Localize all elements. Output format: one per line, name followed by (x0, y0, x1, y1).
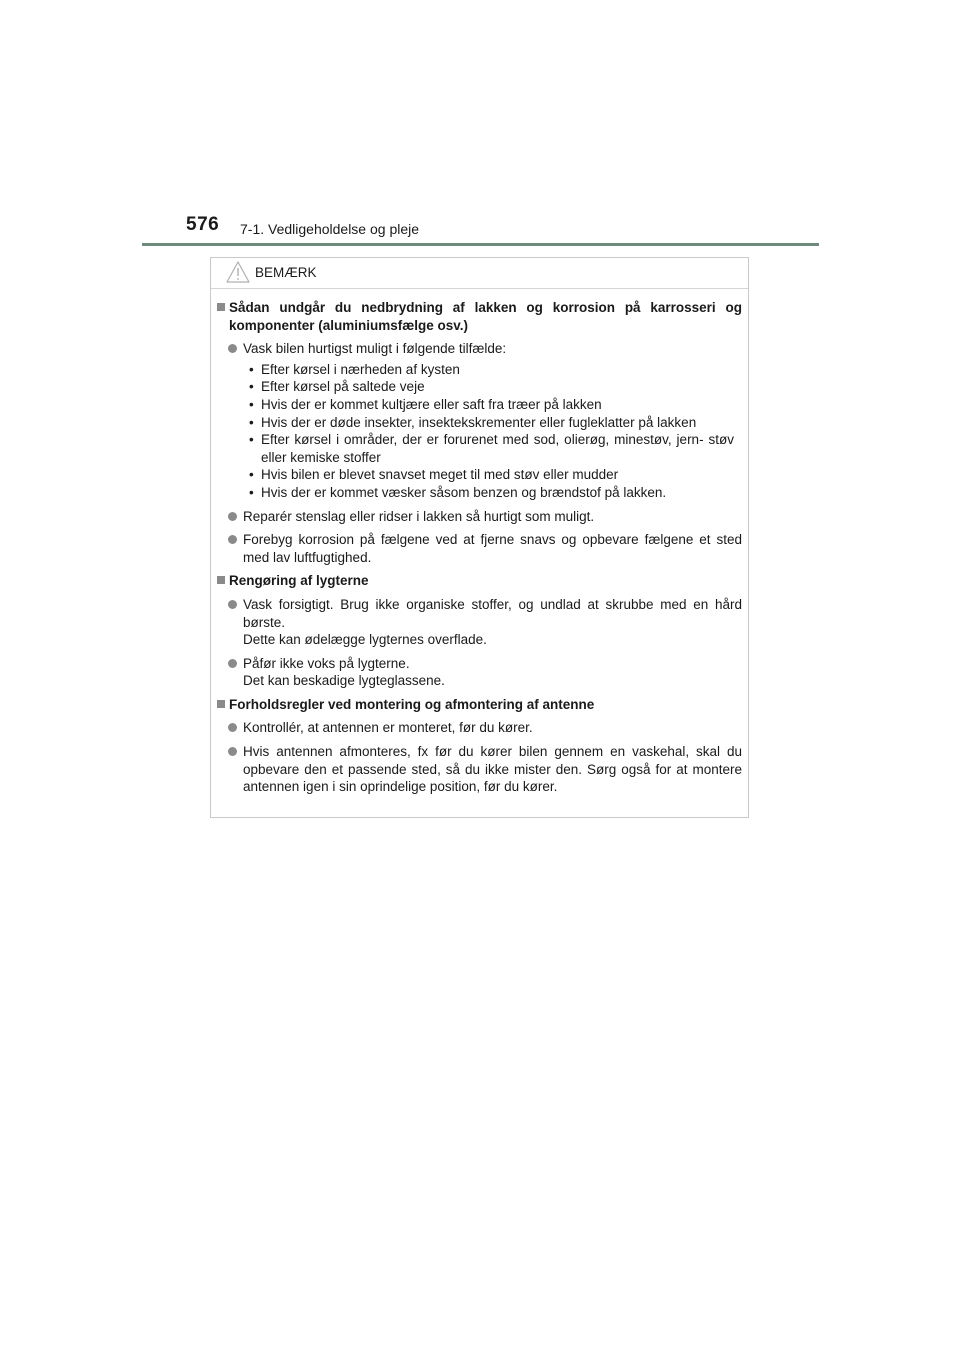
paragraph-line: Påfør ikke voks på lygterne. (243, 655, 410, 671)
sub-list-item: • Efter kørsel i nærheden af kysten (249, 361, 460, 377)
sub-bullet-icon: • (249, 467, 254, 483)
notice-body (211, 289, 748, 796)
paragraph-line: Forebyg korrosion på fælgene ved at fjerne snavs og opbevare fælgene et sted med lav luftfugtighed. (243, 532, 742, 565)
header-rule (142, 243, 819, 246)
sub-list-item: • Efter kørsel i områder, der er forurenet med sod, olierøg, minestøv, jern- støv eller kemiske stoffer (249, 432, 734, 465)
section-title: 7-1. Vedligeholdelse og pleje (240, 221, 420, 237)
section-heading: Forholdsregler ved montering og afmontering af antenne (217, 696, 742, 714)
paragraph-line: Vask bilen hurtigst muligt i følgende tilfælde: (243, 341, 507, 357)
sub-bullet-icon: • (249, 432, 254, 448)
warning-triangle-icon (225, 260, 251, 284)
sub-list-item: • Hvis der er kommet væsker såsom benzen og brændstof på lakken. (249, 484, 667, 500)
notice-section (217, 572, 742, 690)
sub-list-item: • Hvis der er kommet kultjære eller saft fra træer på lakken (249, 396, 602, 412)
square-bullet-icon (217, 700, 225, 708)
notice-label: BEMÆRK (255, 265, 317, 280)
paragraph-line: Dette kan ødelægge lygternes overflade. (243, 632, 487, 648)
sub-list (217, 361, 742, 502)
notice-header (211, 258, 748, 289)
notice-section (217, 299, 742, 566)
square-bullet-icon (217, 303, 225, 311)
round-bullet-icon (228, 747, 237, 756)
notice-section (217, 696, 742, 796)
sub-list-item: • Hvis der er døde insekter, insektekskrementer eller fugleklatter på lakken (249, 414, 697, 430)
sub-bullet-icon: • (249, 379, 254, 395)
paragraph-line: Kontrollér, at antennen er monteret, før du kører. (243, 720, 533, 736)
sub-bullet-icon: • (249, 484, 254, 500)
bullet-paragraph (217, 531, 742, 566)
round-bullet-icon (228, 512, 237, 521)
round-bullet-icon (228, 600, 237, 609)
round-bullet-icon (228, 723, 237, 732)
bullet-paragraph (217, 508, 742, 526)
sub-bullet-icon: • (249, 361, 254, 377)
paragraph-line: Hvis antennen afmonteres, fx før du kører bilen gennem en vaskehal, skal du opbevare den et passende sted, så du ikke mister den. Sørg også for at montere antennen igen i sin oprindelige position, før du kører. (243, 744, 742, 795)
paragraph-line: Reparér stenslag eller ridser i lakken så hurtigt som muligt. (243, 508, 595, 524)
sub-bullet-icon: • (249, 414, 254, 430)
bullet-paragraph (217, 719, 742, 737)
sub-list-item: • Hvis bilen er blevet snavset meget til med støv eller mudder (249, 467, 619, 483)
bullet-paragraph (217, 743, 742, 796)
square-bullet-icon (217, 576, 225, 584)
sub-list-item: • Efter kørsel på saltede veje (249, 379, 425, 395)
round-bullet-icon (228, 344, 237, 353)
round-bullet-icon (228, 535, 237, 544)
section-heading: Sådan undgår du nedbrydning af lakken og korrosion på karrosseri og komponenter (aluminiumsfælge osv.) (217, 299, 742, 334)
page-number: 576 (186, 214, 220, 235)
sub-bullet-icon: • (249, 396, 254, 412)
round-bullet-icon (228, 659, 237, 668)
bullet-paragraph (217, 655, 742, 690)
bullet-paragraph (217, 340, 742, 501)
notice-box (210, 257, 749, 818)
paragraph-line: Vask forsigtigt. Brug ikke organiske stoffer, og undlad at skrubbe med en hård børste. (243, 596, 742, 630)
paragraph-line: Det kan beskadige lygteglassene. (243, 673, 445, 689)
bullet-paragraph (217, 596, 742, 649)
section-heading: Rengøring af lygterne (217, 572, 742, 590)
